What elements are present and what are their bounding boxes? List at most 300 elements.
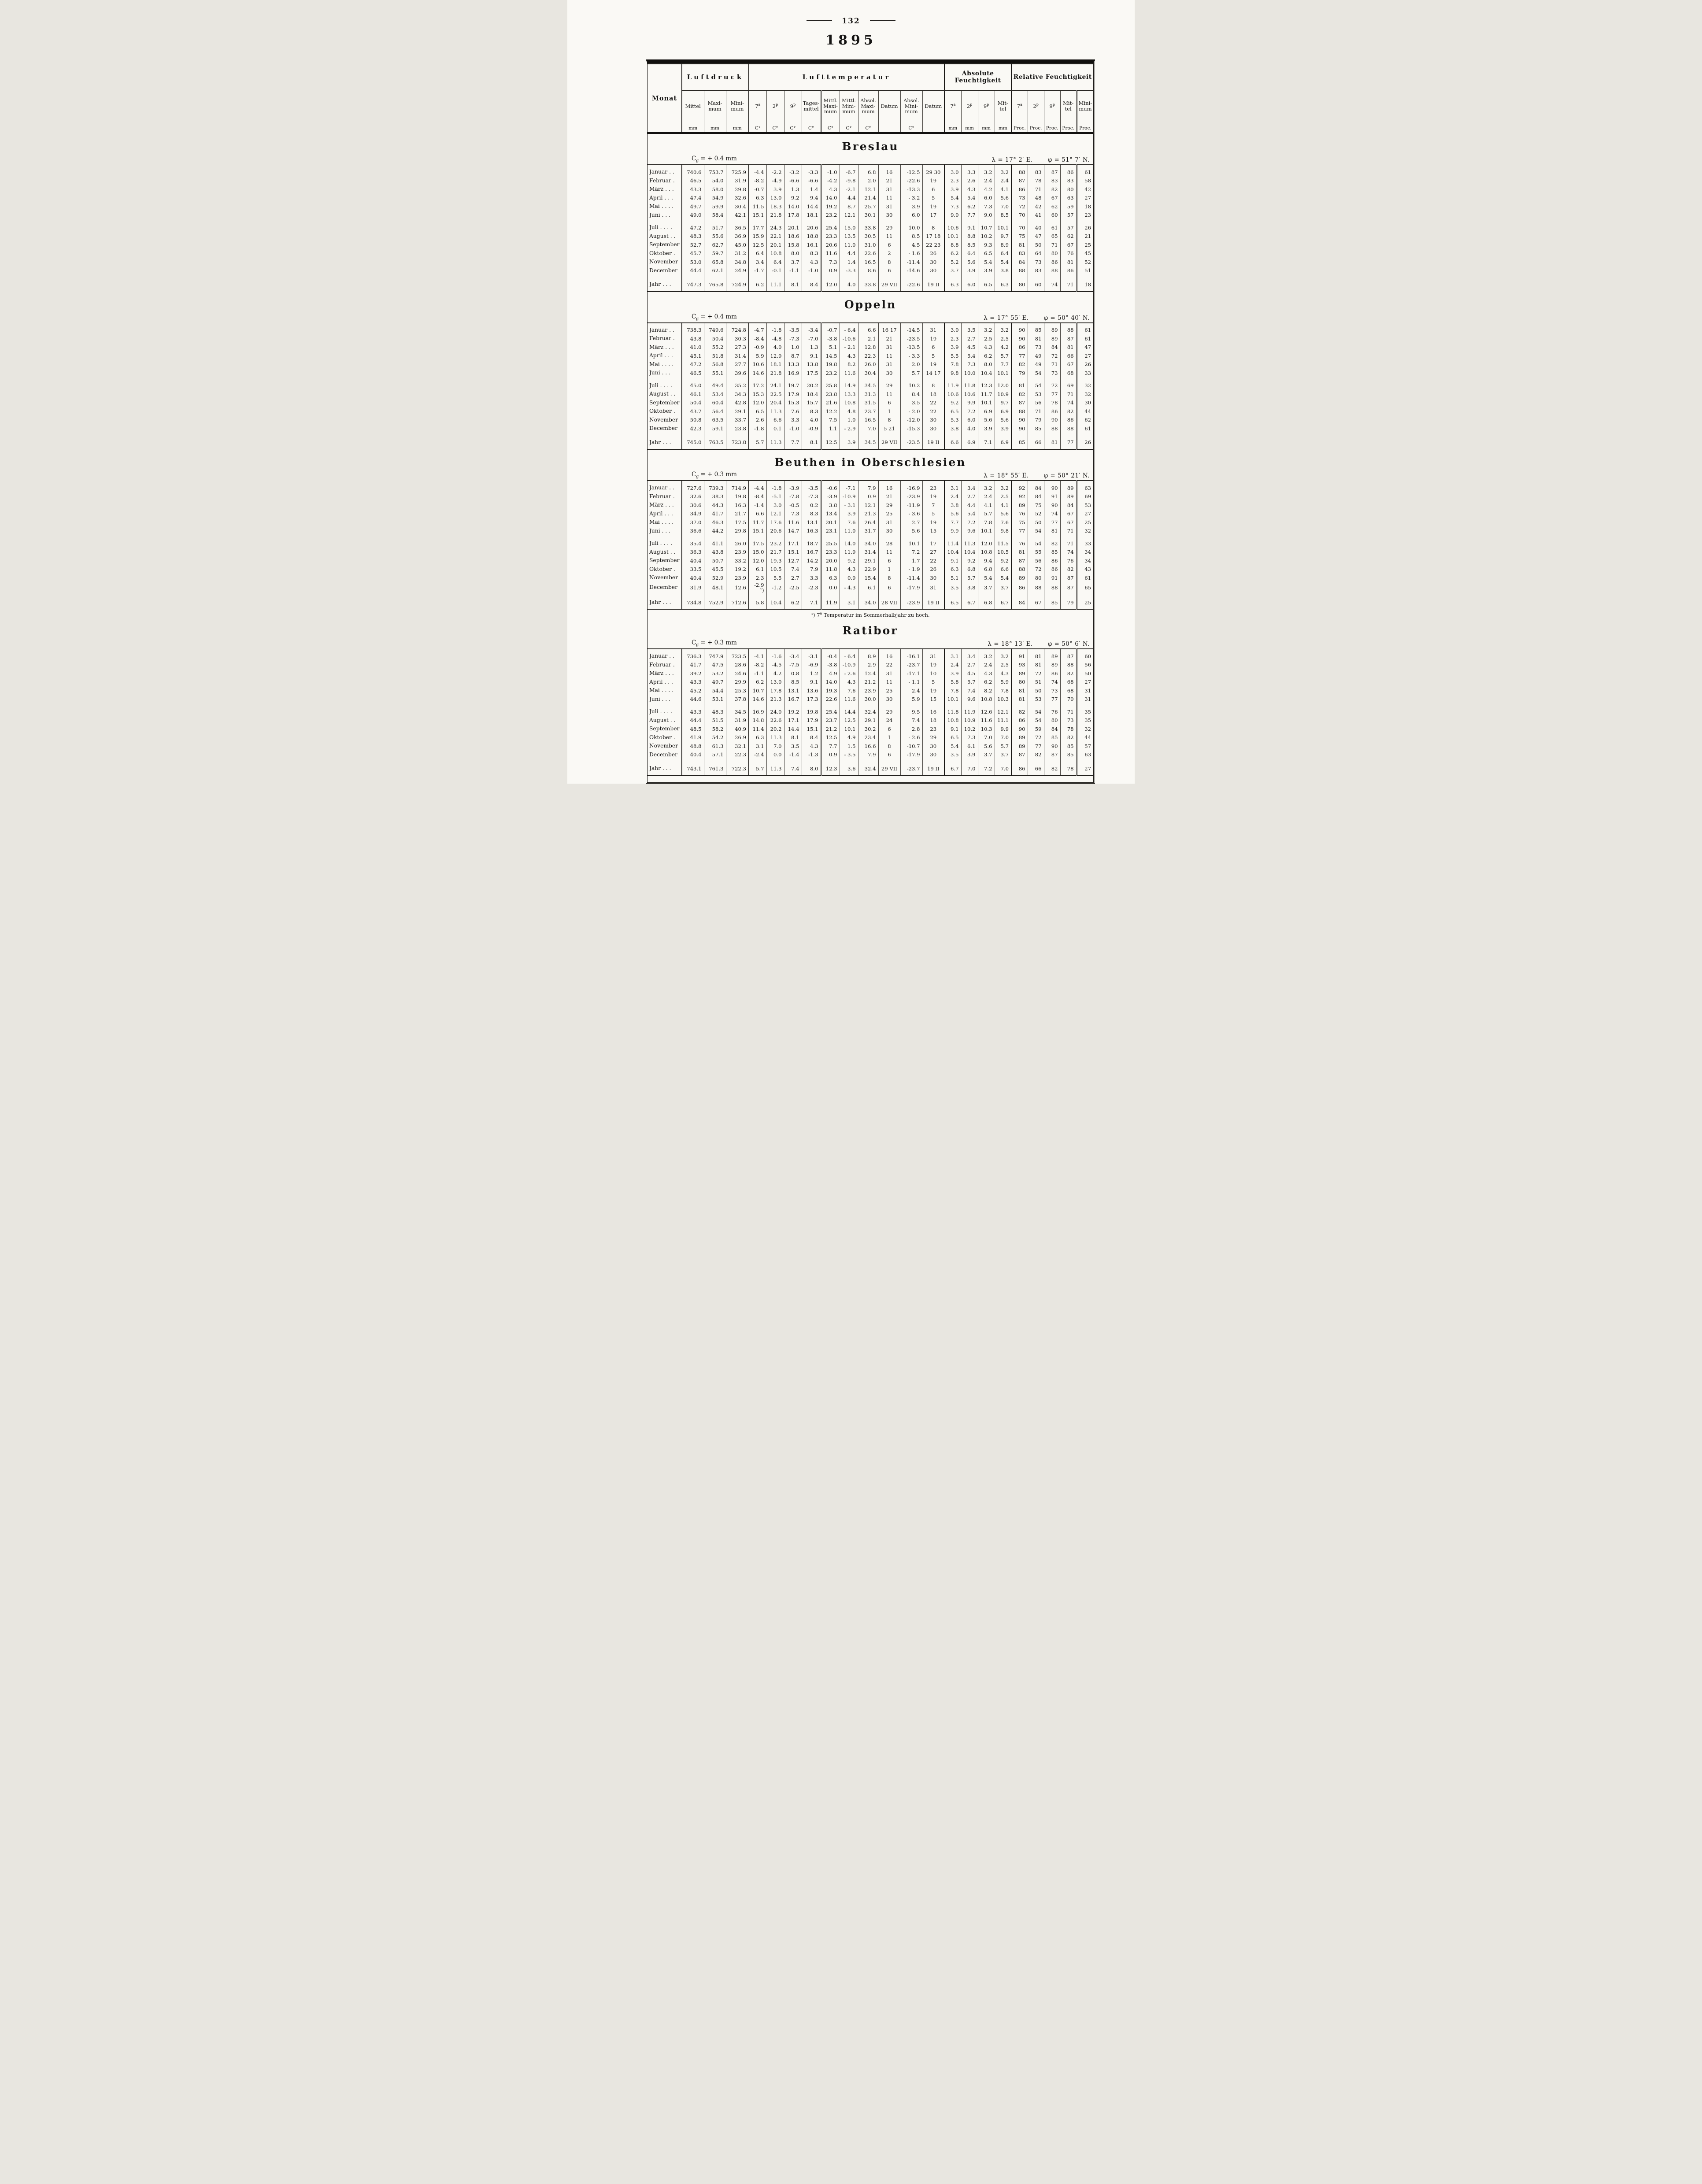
value-cell: 9.2 — [995, 556, 1011, 565]
value-cell: 57.1 — [704, 751, 726, 759]
value-cell: 29 VII — [878, 433, 900, 450]
value-cell: 82 — [1060, 565, 1077, 574]
value-cell: 55 — [1028, 548, 1044, 557]
value-cell: 0.9 — [821, 751, 840, 759]
value-cell: -1.0 — [821, 165, 840, 177]
value-cell: 88 — [1044, 582, 1060, 593]
value-cell: 42.1 — [726, 211, 749, 224]
value-cell: 12.0 — [995, 381, 1011, 390]
station-section-ratibor — [648, 624, 1093, 776]
value-cell: 2.7 — [900, 518, 922, 527]
value-cell: 81 — [1011, 381, 1028, 390]
value-cell: 61 — [1084, 169, 1091, 175]
value-cell: 41.9 — [682, 733, 704, 742]
value-cell: 71 — [1060, 275, 1077, 292]
value-cell: 6.4 — [961, 249, 978, 258]
value-cell: 6.2 — [944, 249, 961, 258]
value-cell: 8.5 — [900, 232, 922, 241]
value-cell: 12.5 — [821, 433, 840, 450]
value-cell: 6 — [922, 343, 944, 352]
value-cell: -10.9 — [840, 492, 858, 501]
value-cell: -2.1 — [840, 185, 858, 194]
value-cell: 4.4 — [840, 194, 858, 203]
value-cell: 8.3 — [802, 407, 821, 416]
value-cell: 33.7 — [726, 416, 749, 425]
value-cell: 6 — [878, 399, 900, 407]
value-cell: 20.1 — [821, 518, 840, 527]
value-cell: -3.8 — [821, 661, 840, 670]
month-label: Jahr . . . — [648, 275, 682, 292]
value-cell: 23.2 — [766, 539, 784, 548]
value-cell: 22.3 — [726, 751, 749, 759]
value-cell: 88 — [1060, 323, 1077, 335]
value-cell: 745.0 — [682, 433, 704, 450]
value-cell: 16.3 — [802, 527, 821, 540]
value-cell: 18 — [922, 390, 944, 399]
value-cell: 27 — [1084, 352, 1091, 359]
value-cell: 53 — [1028, 390, 1044, 399]
value-cell: 31.4 — [858, 548, 878, 557]
value-cell: 9.1 — [802, 352, 821, 360]
value-cell: 41.7 — [704, 510, 726, 518]
month-label: Oktober . — [648, 733, 682, 742]
value-cell: 63 — [1060, 194, 1077, 203]
value-cell: -6.9 — [802, 661, 821, 670]
value-cell: -1.6 — [766, 649, 784, 661]
value-cell: 0.2 — [802, 501, 821, 510]
value-cell: 63.5 — [704, 416, 726, 425]
station-meta-row — [648, 312, 1093, 322]
value-cell: 6.2 — [978, 352, 995, 360]
value-cell: 9.2 — [784, 194, 802, 203]
value-cell: 4.3 — [840, 352, 858, 360]
station-data-table — [648, 164, 1093, 292]
value-cell: 747.9 — [704, 649, 726, 661]
value-cell: -7.8 — [784, 492, 802, 501]
value-cell: 31 — [922, 582, 944, 593]
value-cell: 16 — [922, 707, 944, 716]
value-cell: 43.8 — [682, 334, 704, 343]
value-cell: 85 — [1044, 548, 1060, 557]
month-label: April . . . — [648, 194, 682, 203]
value-cell: 6.7 — [995, 593, 1011, 610]
value-cell: 53 — [1028, 695, 1044, 708]
value-cell: 44 — [1084, 408, 1091, 415]
value-cell: 18.1 — [766, 360, 784, 369]
value-cell: 73 — [1044, 686, 1060, 695]
value-cell: -23.5 — [900, 334, 922, 343]
value-cell: 45 — [1084, 250, 1091, 257]
value-cell: -7.3 — [784, 334, 802, 343]
value-cell: 86 — [1044, 258, 1060, 267]
value-cell: 6.3 — [944, 565, 961, 574]
value-cell: 11 — [878, 548, 900, 557]
value-cell: 4.3 — [961, 185, 978, 194]
value-cell: 10.6 — [944, 223, 961, 232]
value-cell: 0.0 — [766, 751, 784, 759]
value-cell: 10.8 — [978, 548, 995, 557]
value-cell: 47 — [1084, 344, 1091, 351]
value-cell: 30 — [1084, 400, 1091, 406]
value-cell: 11.3 — [766, 407, 784, 416]
value-cell: 30 — [922, 574, 944, 582]
value-cell: 21.2 — [858, 678, 878, 687]
value-cell: 7.4 — [961, 686, 978, 695]
column-header-cell: 2$^p$ — [1028, 90, 1044, 122]
value-cell: -2.4 — [749, 751, 766, 759]
value-cell: 9.1 — [944, 725, 961, 733]
value-cell: 11.5 — [995, 539, 1011, 548]
value-cell: -2.3 — [802, 582, 821, 593]
value-cell: 7.8 — [944, 360, 961, 369]
column-unit-cell: C° — [840, 122, 858, 133]
value-cell: 6.5 — [944, 593, 961, 610]
value-cell: 23.4 — [858, 733, 878, 742]
table-row — [648, 527, 1093, 540]
value-cell: 31.2 — [726, 249, 749, 258]
value-cell: 18.8 — [802, 232, 821, 241]
value-cell: 67 — [1060, 518, 1077, 527]
value-cell: -4.8 — [766, 334, 784, 343]
value-cell: 11 — [878, 390, 900, 399]
value-cell: 19.7 — [784, 381, 802, 390]
value-cell: 1.0 — [784, 343, 802, 352]
value-cell: 18.1 — [802, 211, 821, 224]
value-cell: 5.4 — [961, 194, 978, 203]
value-cell: 9.0 — [944, 211, 961, 224]
value-cell: 31.0 — [858, 241, 878, 249]
station-meta-row — [648, 470, 1093, 480]
value-cell: -13.5 — [900, 343, 922, 352]
value-cell: 13.1 — [802, 518, 821, 527]
value-cell: 29.9 — [726, 678, 749, 687]
value-cell: 48.5 — [682, 725, 704, 733]
value-cell: 5.4 — [978, 574, 995, 582]
value-cell: -3.3 — [802, 165, 821, 177]
value-cell: 6.3 — [995, 275, 1011, 292]
value-cell: 18.4 — [802, 390, 821, 399]
value-cell: -6.7 — [840, 165, 858, 177]
value-cell: 15.3 — [749, 390, 766, 399]
value-cell: 84 — [1011, 593, 1028, 610]
value-cell: 8.0 — [802, 759, 821, 776]
table-row — [648, 194, 1093, 203]
document-page — [567, 0, 1135, 784]
value-cell: 18 — [1084, 203, 1091, 210]
value-cell: 36.9 — [726, 232, 749, 241]
value-cell: 14.6 — [749, 695, 766, 708]
value-cell: 7.9 — [858, 481, 878, 492]
value-cell: 12.1 — [840, 211, 858, 224]
value-cell: - 3.2 — [900, 194, 922, 203]
value-cell: 30 — [922, 751, 944, 759]
value-cell: 8.1 — [802, 433, 821, 450]
value-cell: 11.7 — [749, 518, 766, 527]
value-cell: 21.2 — [821, 725, 840, 733]
value-cell: -8.2 — [749, 661, 766, 670]
month-label: Februar . — [648, 661, 682, 670]
value-cell: 2.9 — [858, 661, 878, 670]
correction-note: $C_g$ = + 0.4 mm — [692, 155, 737, 163]
correction-note: $C_g$ = + 0.3 mm — [692, 471, 737, 479]
table-row — [648, 707, 1093, 716]
table-row — [648, 556, 1093, 565]
value-cell: 10.4 — [944, 548, 961, 557]
value-cell: 12.6 — [726, 582, 749, 593]
value-cell: 10.5 — [995, 548, 1011, 557]
value-cell: 9.0 — [978, 211, 995, 224]
value-cell: 10.2 — [978, 232, 995, 241]
value-cell: 51 — [1028, 678, 1044, 687]
value-cell: -0.1 — [766, 267, 784, 275]
value-cell: 17.9 — [802, 716, 821, 725]
value-cell: 78 — [1028, 177, 1044, 185]
value-cell: 9.2 — [840, 556, 858, 565]
value-cell: 32 — [1084, 528, 1091, 534]
value-cell: 13.4 — [821, 510, 840, 518]
value-cell: 87 — [1011, 556, 1028, 565]
value-cell: 18 — [922, 716, 944, 725]
value-cell: 34.9 — [682, 510, 704, 518]
value-cell: 5.7 — [961, 678, 978, 687]
value-cell: 2.5 — [995, 492, 1011, 501]
value-cell: -10.7 — [900, 742, 922, 751]
value-cell: 31 — [1084, 687, 1091, 694]
month-label: Jahr . . . — [648, 759, 682, 776]
value-cell: 7.6 — [840, 518, 858, 527]
value-cell: 76 — [1011, 510, 1028, 518]
value-cell: 7.2 — [900, 548, 922, 557]
value-cell: 10.8 — [766, 249, 784, 258]
value-cell: 89 — [1044, 649, 1060, 661]
value-cell: 3.8 — [944, 501, 961, 510]
value-cell: 22.5 — [766, 390, 784, 399]
value-cell: 5.9 — [749, 352, 766, 360]
month-label: Juni . . . — [648, 369, 682, 381]
value-cell: 54 — [1028, 381, 1044, 390]
value-cell: 25 — [1084, 599, 1091, 606]
value-cell: 70 — [1011, 211, 1028, 224]
value-cell: 13.1 — [784, 686, 802, 695]
value-cell: 89 — [1044, 661, 1060, 670]
value-cell: 50 — [1028, 518, 1044, 527]
value-cell: 25 — [1084, 519, 1091, 526]
value-cell: 10.3 — [978, 725, 995, 733]
value-cell: 9.1 — [802, 678, 821, 687]
value-cell: 60 — [1044, 211, 1060, 224]
value-cell: 72 — [1028, 565, 1044, 574]
value-cell: 31 — [878, 669, 900, 678]
value-cell: 14 17 — [922, 369, 944, 381]
value-cell: -23.7 — [900, 661, 922, 670]
value-cell: 15.0 — [749, 548, 766, 557]
value-cell: 9.8 — [944, 369, 961, 381]
month-label: Oktober . — [648, 249, 682, 258]
month-label: März . . . — [648, 185, 682, 194]
value-cell: 1 — [878, 407, 900, 416]
value-cell: 23.7 — [821, 716, 840, 725]
value-cell: 2.7 — [784, 574, 802, 582]
value-cell: 86 — [1060, 416, 1077, 425]
station-title: Oppeln — [844, 298, 897, 311]
month-label: September — [648, 241, 682, 249]
value-cell: 8.2 — [840, 360, 858, 369]
value-cell: 8.4 — [900, 390, 922, 399]
value-cell: 19 — [922, 686, 944, 695]
value-cell: -3.3 — [840, 267, 858, 275]
value-cell: 82 — [1011, 390, 1028, 399]
value-cell: 19.2 — [821, 202, 840, 211]
value-cell: 723.5 — [726, 649, 749, 661]
value-cell: 5.4 — [961, 352, 978, 360]
value-cell: 3.3 — [961, 165, 978, 177]
value-cell: 725.9 — [726, 165, 749, 177]
value-cell: 12.4 — [858, 669, 878, 678]
value-cell: 91 — [1044, 574, 1060, 582]
table-row — [648, 751, 1093, 759]
value-cell: 30.6 — [682, 501, 704, 510]
value-cell: 1.3 — [802, 343, 821, 352]
value-cell: 50 — [1084, 670, 1091, 677]
value-cell: 40.4 — [682, 574, 704, 582]
value-cell: -1.0 — [802, 267, 821, 275]
value-cell: 86 — [1044, 407, 1060, 416]
value-cell: 82 — [1028, 751, 1044, 759]
value-cell: 8.9 — [858, 649, 878, 661]
value-cell: 26.0 — [858, 360, 878, 369]
month-label: September — [648, 556, 682, 565]
value-cell: 25 — [1084, 241, 1091, 248]
value-cell: 5 21 — [878, 424, 900, 433]
value-cell: 6.8 — [961, 565, 978, 574]
value-cell: 5.1 — [821, 343, 840, 352]
value-cell: -22.6 — [900, 275, 922, 292]
value-cell: 68 — [1060, 678, 1077, 687]
value-cell: 17.3 — [802, 695, 821, 708]
value-cell: 83 — [1028, 165, 1044, 177]
value-cell: 32.4 — [858, 707, 878, 716]
value-cell: 87 — [1011, 751, 1028, 759]
value-cell: 77 — [1060, 433, 1077, 450]
value-cell: 4.8 — [840, 407, 858, 416]
value-cell: -1.8 — [749, 424, 766, 433]
value-cell: 87 — [1060, 649, 1077, 661]
value-cell: 17 — [922, 539, 944, 548]
value-cell: 10.4 — [961, 548, 978, 557]
value-cell: 3.6 — [840, 759, 858, 776]
month-label: Januar . . — [648, 481, 682, 492]
value-cell: 14.4 — [802, 202, 821, 211]
value-cell: 6.0 — [900, 211, 922, 224]
value-cell: 14.2 — [802, 556, 821, 565]
value-cell: 9.5 — [900, 707, 922, 716]
value-cell: 19.3 — [821, 686, 840, 695]
value-cell: 3.2 — [978, 481, 995, 492]
value-cell: 31.9 — [726, 177, 749, 185]
value-cell: 10.1 — [995, 369, 1011, 381]
value-cell: 77 — [1028, 742, 1044, 751]
value-cell: 89 — [1044, 323, 1060, 335]
month-label: Jahr . . . — [648, 433, 682, 450]
value-cell: 2.4 — [944, 492, 961, 501]
value-cell: 15.1 — [749, 211, 766, 224]
value-cell: 14.9 — [840, 381, 858, 390]
value-cell: 12.9 — [766, 352, 784, 360]
column-header-cell: Absol. Maxi-mum — [858, 90, 878, 122]
value-cell: 23.7 — [858, 407, 878, 416]
value-cell: 13.6 — [802, 686, 821, 695]
value-cell: 6.5 — [978, 275, 995, 292]
value-cell: 34 — [1084, 549, 1091, 555]
table-row — [648, 249, 1093, 258]
value-cell: 6.4 — [995, 249, 1011, 258]
value-cell: 22.6 — [766, 716, 784, 725]
station-data-table — [648, 480, 1093, 610]
value-cell: 42 — [1028, 202, 1044, 211]
table-row — [648, 481, 1093, 492]
value-cell: 72 — [1044, 381, 1060, 390]
value-cell: 11.6 — [840, 369, 858, 381]
station-title: Breslau — [842, 140, 899, 153]
value-cell: 75 — [1028, 501, 1044, 510]
value-cell: 752.9 — [704, 593, 726, 610]
value-cell: 4.0 — [961, 424, 978, 433]
value-cell: 23 — [1084, 212, 1091, 218]
value-cell: 7.0 — [978, 733, 995, 742]
value-cell: 25.5 — [821, 539, 840, 548]
value-cell: 16.1 — [802, 241, 821, 249]
column-header-cell: Mini-mum — [1078, 100, 1092, 112]
value-cell: 7.7 — [784, 433, 802, 450]
value-cell: 36.3 — [682, 548, 704, 557]
value-cell: 6.2 — [961, 202, 978, 211]
value-cell: 16.7 — [802, 548, 821, 557]
value-cell: 27 — [922, 548, 944, 557]
value-cell: 54.2 — [704, 733, 726, 742]
value-cell: 3.8 — [995, 267, 1011, 275]
value-cell: 6.2 — [784, 593, 802, 610]
month-label: August . . — [648, 232, 682, 241]
value-cell: 63 — [1084, 485, 1091, 491]
value-cell: 6 — [878, 751, 900, 759]
value-cell: 23 — [922, 481, 944, 492]
jahr-row — [648, 433, 1093, 450]
value-cell: 6.9 — [961, 433, 978, 450]
value-cell: 12.5 — [840, 716, 858, 725]
value-cell: 17.9 — [784, 390, 802, 399]
value-cell: 6.6 — [995, 565, 1011, 574]
value-cell: - 3.3 — [900, 352, 922, 360]
value-cell: 9.3 — [978, 241, 995, 249]
value-cell: 77 — [1011, 352, 1028, 360]
value-cell: 59 — [1060, 202, 1077, 211]
value-cell: 31.5 — [858, 399, 878, 407]
month-label: Mai . . . . — [648, 202, 682, 211]
value-cell: 54.9 — [704, 194, 726, 203]
value-cell: 21 — [878, 177, 900, 185]
month-label: Mai . . . . — [648, 518, 682, 527]
value-cell: 10.0 — [961, 369, 978, 381]
value-cell: 11.8 — [944, 707, 961, 716]
value-cell: 86 — [1060, 267, 1077, 275]
value-cell: 4.5 — [961, 343, 978, 352]
value-cell: 5 — [922, 352, 944, 360]
value-cell: 31 — [878, 202, 900, 211]
value-cell: 4.0 — [766, 343, 784, 352]
value-cell: 724.8 — [726, 323, 749, 335]
value-cell: -3.4 — [802, 323, 821, 335]
value-cell: 10.1 — [995, 223, 1011, 232]
